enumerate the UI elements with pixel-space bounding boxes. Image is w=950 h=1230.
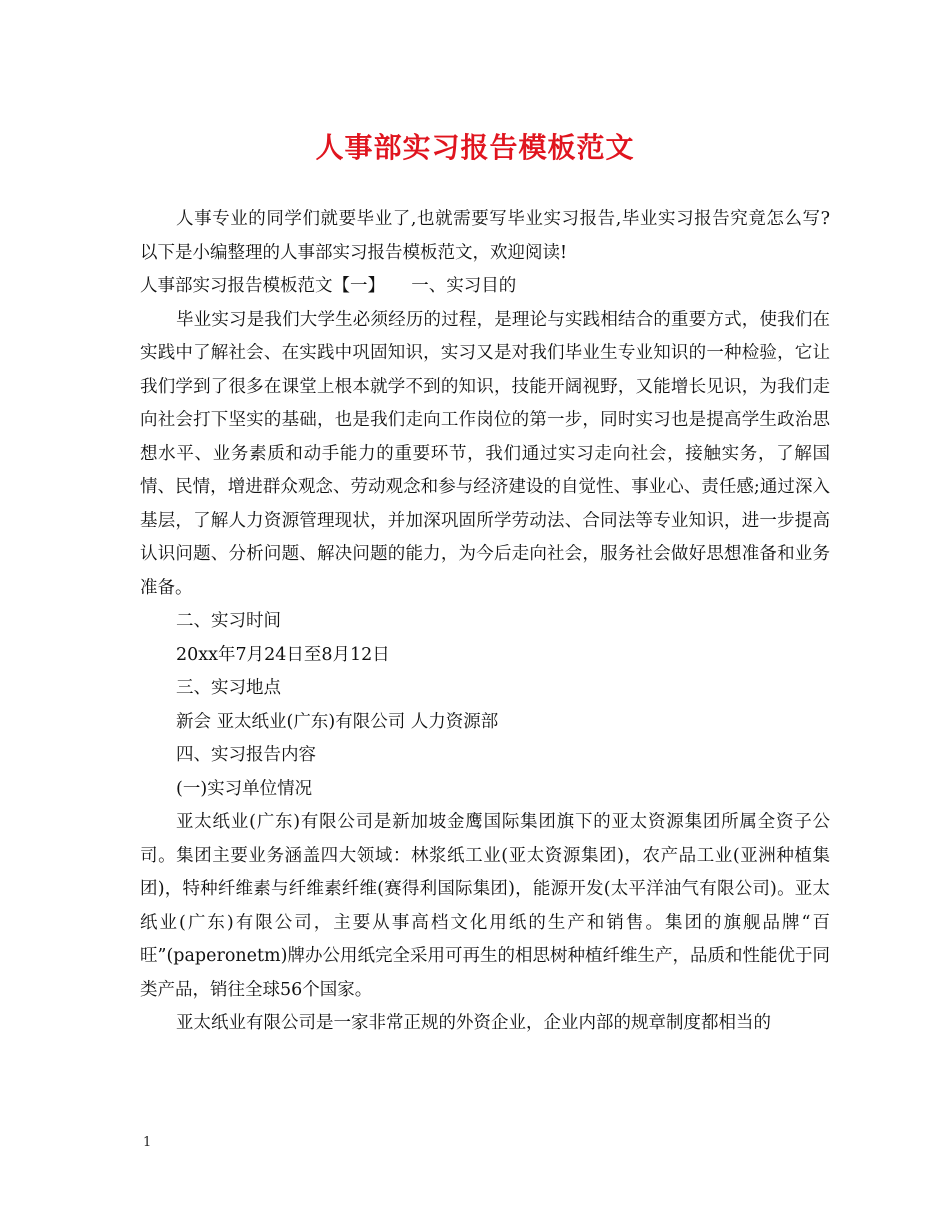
internship-dates: 20xx年7月24日至8月12日 xyxy=(176,644,390,665)
section-heading-content: 四、实习报告内容 xyxy=(176,745,316,765)
subsection-heading-company: (一)实习单位情况 xyxy=(176,778,313,799)
document-body xyxy=(140,203,830,1041)
intro-paragraph: 人事专业的同学们就要毕业了,也就需要写毕业实习报告,毕业实习报告究竟怎么写? 以下是小编整理的人事部实习报告模板范文，欢迎阅读! xyxy=(140,209,830,263)
section-heading-purpose: 人事部实习报告模板范文【一】 一、实习目的 xyxy=(140,276,517,296)
company-paragraph: 亚太纸业(广东)有限公司是新加坡金鹰国际集团旗下的亚太资源集团所属全资子公司。集团主要业务涵盖四大领域：林浆纸工业(亚太资源集团)，农产品工业(亚洲种植集团)，特种纤维素与纤维素纤维(赛得利国际集团)，能源开发(太平洋油气有限公司)。亚太纸业(广东)有限公司，主要从事高档文化用纸的生产和销售。集团的旗舰品牌“百旺”(paperonetm)牌办公用纸完全采用可再生的相思树种植纤维生产，品质和性能优于同类产品，销往全球56个国家。 xyxy=(140,812,830,1000)
document-title: 人事部实习报告模板范文 xyxy=(315,131,635,164)
purpose-paragraph: 毕业实习是我们大学生必须经历的过程，是理论与实践相结合的重要方式，使我们在实践中了解社会、在实践中巩固知识，实习又是对我们毕业生专业知识的一种检验，它让我们学到了很多在课堂上根本就学不到的知识，技能开阔视野，又能增长见识，为我们走向社会打下坚实的基础，也是我们走向工作岗位的第一步，同时实习也是提高学生政治思想水平、业务素质和动手能力的重要环节，我们通过实习走向社会，接触实务，了解国情、民情，增进群众观念、劳动观念和参与经济建设的自觉性、事业心、责任感;通过深入基层，了解人力资源管理现状，并加深巩固所学劳动法、合同法等专业知识，进一步提高认识问题、分析问题、解决问题的能力，为今后走向社会，服务社会做好思想准备和业务准备。 xyxy=(140,309,830,598)
internship-location: 新会 亚太纸业(广东)有限公司 人力资源部 xyxy=(176,711,499,732)
section-heading-location: 三、实习地点 xyxy=(176,678,281,698)
section-heading-time: 二、实习时间 xyxy=(176,611,281,631)
company-rules-paragraph: 亚太纸业有限公司是一家非常正规的外资企业，企业内部的规章制度都相当的 xyxy=(176,1013,771,1033)
page-number: 1 xyxy=(143,1135,152,1150)
